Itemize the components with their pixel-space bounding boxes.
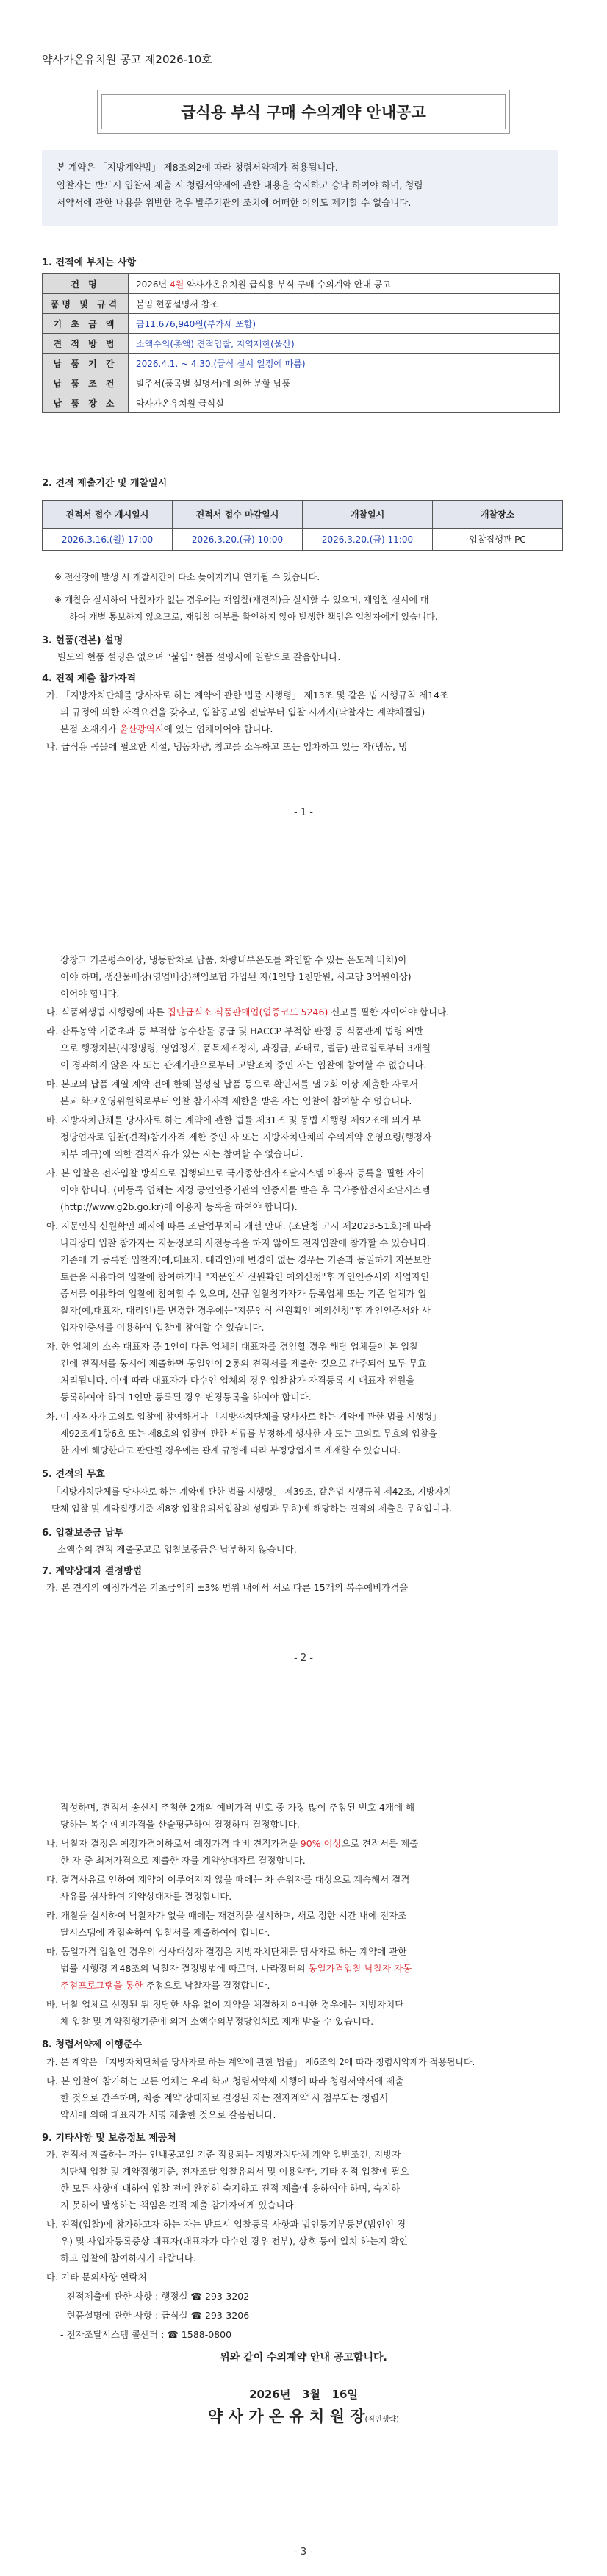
s4-cha-1: 차. 이 자격자가 고의로 입찰에 참여하거나 「지방자치단체를 당사자로 하는 계약에 관한 법률 시행령」 xyxy=(46,1412,442,1422)
info-row xyxy=(43,334,560,354)
info-value xyxy=(129,274,560,294)
s9-da-1: 다. 기타 문의사항 연락처 xyxy=(46,2272,147,2283)
s4-sa-3: (http://www.g2b.go.kr)에 이용자 등록을 하여야 합니다). xyxy=(60,1201,298,1212)
intro-line-3: 서약서에 관한 내용을 위반한 경우 발주기관의 조치에 어떠한 이의도 제기할 수 없습니다. xyxy=(57,197,412,208)
info-value-highlight: 금11,676,940원(부가세 포함) xyxy=(136,318,256,329)
contact-admin: - 견적제출에 관한 사항 : 행정실 ☎ 293-3202 xyxy=(60,2291,250,2302)
info-label: 건 명 xyxy=(43,274,129,294)
schedule-header-cell: 개찰장소 xyxy=(433,501,563,529)
s7-ma-2-pre: 법률 시행령 제48조의 낙찰자 결정방법에 따르며, 나라장터의 xyxy=(60,1963,309,1974)
s8-na-1: 나. 본 입찰에 참가하는 모든 업체는 우리 학교 청렴서약제 시행에 따라 청렴서약서에 제출 xyxy=(46,2075,404,2086)
s4-ga-3-post: 에 있는 업체이어야 합니다. xyxy=(163,723,273,734)
s4-ja-3: 처리됩니다. 이에 따라 대표자가 다수인 업체의 경우 입찰참가 자격등록 시 대표자 전원을 xyxy=(60,1375,415,1386)
info-table xyxy=(42,273,560,413)
closing-line: 위와 같이 수의계약 안내 공고합니다. xyxy=(220,2352,387,2364)
info-value-text: 발주서(품목별 설명서)에 의한 분할 납품 xyxy=(136,378,291,389)
signature-block xyxy=(0,2405,607,2427)
s4-na-1: 나. 급식용 곡물에 필요한 시설, 냉동차량, 창고를 소유하고 또는 임차하고 있는 자(냉동, 냉 xyxy=(46,741,408,752)
info-value-highlight: 2026.4.1. ~ 4.30. xyxy=(136,358,214,369)
s7-na-1 xyxy=(46,1836,418,1851)
s4-ra-2: 으로 행정처분(시정명령, 영업정지, 품목제조정지, 과징금, 과태료, 벌금) 판료일로부터 3개월 xyxy=(60,1042,431,1053)
s4-ra-1: 라. 잔류농약 기준초과 등 부적합 농수산물 공급 및 HACCP 부적합 판정 등 식품관계 법령 위반 xyxy=(46,1026,423,1037)
schedule-cell: 2026.3.16.(월) 17:00 xyxy=(43,529,173,551)
s4-da-1 xyxy=(46,1005,449,1020)
s5-line-1: 「지방자치단체를 당사자로 하는 계약에 관한 법률 시행령」 제39조, 같은법 시행규칙 제42조, 지방자치 xyxy=(51,1486,452,1497)
s6-text: 소액수의 견적 제출공고로 입찰보증금은 납부하지 않습니다. xyxy=(57,1544,297,1555)
s4-da-1-post: 신고를 필한 자이어야 합니다. xyxy=(328,1006,450,1017)
page-number-2: - 2 - xyxy=(294,1653,313,1664)
s4-sa-1: 사. 본 입찰은 전자입찰 방식으로 집행되므로 국가종합전자조달시스템 이용자 등록을 필한 자이 xyxy=(46,1167,425,1178)
signer-name: 약 사 가 온 유 치 원 장 xyxy=(208,2408,365,2425)
section-2-heading: 2. 견적 제출기간 및 개찰일시 xyxy=(42,478,168,489)
s4-ja-1: 자. 한 업체의 소속 대표자 중 1인이 다른 업체의 대표자를 겸임할 경우 해당 업체들이 본 입찰 xyxy=(46,1341,419,1352)
rate-highlight: 90% 이상 xyxy=(300,1838,342,1849)
info-value xyxy=(129,393,560,413)
s4-ah-2: 나라장터 입찰 참가자는 지문정보의 사전등록을 하지 않아도 전자입찰에 참가할 수 있습니다. xyxy=(60,1237,430,1248)
s7-ma-3-post: 추첨으로 낙찰자를 결정합니다. xyxy=(143,1980,270,1991)
title-box xyxy=(97,90,510,134)
info-row xyxy=(43,314,560,334)
info-value xyxy=(129,294,560,314)
s7-ga-3: 당하는 복수 예비가격을 산술평균하여 결정하며 결정합니다. xyxy=(60,1819,300,1830)
info-value-highlight: 4월 xyxy=(169,279,184,290)
s4-ga-3-pre: 본점 소재지가 xyxy=(60,723,120,734)
info-value-suffix: 약사가온유치원 급식용 부식 구매 수의계약 안내 공고 xyxy=(184,279,391,290)
s7-ga-1: 가. 본 견적의 예정가격은 기초금액의 ±3% 범위 내에서 서로 다른 15개의 복수예비가격을 xyxy=(46,1582,409,1593)
s8-na-3: 약서에 의해 대표자가 서명 제출한 것으로 갈음됩니다. xyxy=(60,2109,276,2120)
s9-na-1: 나. 견적(입찰)에 참가하고자 하는 자는 반드시 입찰등록 사항과 법인등기부등본(법인인 경 xyxy=(46,2219,406,2230)
s7-na-1-post: 으로 견적서를 제출 xyxy=(341,1838,419,1849)
s8-ga-1: 가. 본 계약은 「지방자치단체를 당사자로 하는 계약에 관한 법률」 제6조의 2에 따라 청렴서약제가 적용됩니다. xyxy=(46,2057,475,2067)
s8-na-2: 한 것으로 간주하며, 최종 계약 상대자로 결정된 자는 전자계약 시 첨부되는 청렴서 xyxy=(60,2092,389,2103)
section-7-heading: 7. 계약상대자 결정방법 xyxy=(42,1566,143,1577)
s9-na-3: 하고 입찰에 참여하시기 바랍니다. xyxy=(60,2253,196,2264)
page-number-3: - 3 - xyxy=(294,2547,313,2558)
section-1-heading: 1. 견적에 부치는 사항 xyxy=(42,257,137,268)
info-value-text: 2026년 xyxy=(136,279,170,290)
s7-ba-2: 체 입찰 및 계약집행기준에 의거 소액수의부정당업체로 제재 받을 수 있습니다. xyxy=(60,2016,374,2027)
info-value xyxy=(129,373,560,393)
s4-ja-4: 등록하여야 하며 1인만 등록된 경우 변경등록을 하여야 합니다. xyxy=(60,1392,312,1403)
info-row xyxy=(43,373,560,393)
info-label: 견 적 방 법 xyxy=(43,334,129,354)
info-row xyxy=(43,294,560,314)
s9-ga-2: 치단체 입찰 및 계약집행기준, 전자조달 입찰유의서 및 이용약관, 기타 견적 입찰에 필요 xyxy=(60,2166,409,2177)
section-5-heading: 5. 견적의 무효 xyxy=(42,1469,105,1480)
s4-ah-4: 토큰을 사용하여 입찰에 참여하거나 "지문인식 신원확인 예외신청"후 개인인증서와 사업자인 xyxy=(60,1271,430,1282)
s4-ja-2: 건에 견적서를 동시에 제출하면 동일인이 2통의 견적서를 제출한 것으로 간주되어 모두 무효 xyxy=(60,1358,427,1369)
schedule-cell: 2026.3.20.(금) 11:00 xyxy=(303,529,433,551)
info-value xyxy=(129,334,560,354)
s4-ah-3: 기존에 기 등록한 입찰자(예,대표자, 대리인)에 변경이 없는 경우는 기존과 동일하게 지문보안 xyxy=(60,1254,431,1265)
region-highlight: 울산광역시 xyxy=(119,723,164,734)
page-title: 급식용 부식 구매 수의계약 안내공고 xyxy=(181,104,426,121)
page-number-1: - 1 - xyxy=(294,807,313,818)
info-row xyxy=(43,274,560,294)
s7-na-2: 한 자 중 최저가격으로 제출한 자를 계약상대자로 결정합니다. xyxy=(60,1855,306,1866)
s4-cha-2: 제92조제1항6호 또는 제8호의 입찰에 관한 서류를 부정하게 행사한 자 또는 고의로 무효의 입찰을 xyxy=(60,1428,437,1439)
contact-callcenter: - 전자조달시스템 콜센터 : ☎ 1588-0800 xyxy=(60,2329,232,2340)
s9-ga-4: 지 못하여 발생하는 책임은 견적 제출 참가자에게 있습니다. xyxy=(60,2200,297,2211)
s7-ga-2: 작성하며, 견적서 송신시 추첨한 2개의 예비가격 번호 중 가장 많이 추첨된 번호 4개에 해 xyxy=(60,1802,415,1813)
s4-ah-7: 업자인증서를 이용하여 입찰에 참여할 수 있습니다. xyxy=(60,1322,265,1333)
closing-date: 2026년 3월 16일 xyxy=(249,2388,358,2401)
note-1: ※ 전산장애 발생 시 개찰시간이 다소 늦어지거나 연기될 수 있습니다. xyxy=(54,572,320,582)
s9-na-2: 우) 및 사업자등록증상 대표자(대표자가 다수인 경우 전부), 상호 등이 일치 하는지 확인 xyxy=(60,2236,408,2247)
info-value xyxy=(129,354,560,373)
note-2b: 하여 개별 통보하지 않으므로, 재입찰 여부를 확인하지 않아 발생한 책임은 입찰자에게 있습니다. xyxy=(69,612,438,622)
s7-ra-1: 라. 개찰을 실시하여 낙찰자가 없을 때에는 재견적을 실시하며, 새로 정한 시간 내에 전자조 xyxy=(46,1910,407,1921)
s4-da-1-pre: 다. 식품위생법 시행령에 따른 xyxy=(46,1006,168,1017)
intro-box xyxy=(42,150,558,226)
info-row xyxy=(43,393,560,413)
info-label: 납 품 장 소 xyxy=(43,393,129,413)
schedule-header-row xyxy=(43,501,563,529)
s4-na-3: 어야 하며, 생산물배상(영업배상)책임보험 가입된 자(1인당 1천만원, 사고당 3억원이상) xyxy=(60,971,412,982)
schedule-cell: 2026.3.20.(금) 10:00 xyxy=(173,529,303,551)
lottery-highlight: 동일가격입찰 낙찰자 자동 xyxy=(308,1963,412,1974)
business-code-highlight: 집단급식소 식품판매업(업종코드 5246) xyxy=(167,1006,328,1017)
s7-da-1: 다. 결격사유로 인하여 계약이 이루어지지 않을 때에는 차 순위자를 대상으로 계속해서 결격 xyxy=(46,1874,410,1885)
seal-omitted: (직인생략) xyxy=(364,2416,399,2424)
info-label: 기 초 금 액 xyxy=(43,314,129,334)
section-3-heading: 3. 현품(견본) 설명 xyxy=(42,635,123,646)
info-value-text: 붙임 현품설명서 참조 xyxy=(136,298,218,310)
info-row xyxy=(43,354,560,373)
s4-ma-1: 마. 본교의 납품 계열 계약 건에 한해 불성실 납품 등으로 확인서를 낼 2회 이상 제출한 자로서 xyxy=(46,1078,419,1090)
section-6-heading: 6. 입찰보증금 납부 xyxy=(42,1528,123,1539)
s7-ba-1: 바. 낙찰 업체로 선정된 뒤 정당한 사유 없이 계약을 체결하지 아니한 경우에는 지방자치단 xyxy=(46,1999,404,2010)
info-label: 납 품 조 건 xyxy=(43,373,129,393)
s4-ga-1: 가. 「지방자치단체를 당사자로 하는 계약에 관한 법률 시행령」 제13조 및 같은 법 시행규칙 제14조 xyxy=(46,690,449,701)
s7-da-2: 사유를 심사하여 계약상대자를 결정합니다. xyxy=(60,1891,232,1902)
schedule-header-cell: 개찰일시 xyxy=(303,501,433,529)
section-8-heading: 8. 청렴서약제 이행준수 xyxy=(42,2039,143,2050)
intro-line-1: 본 계약은 「지방계약법」 제8조의2에 따라 청렴서약제가 적용됩니다. xyxy=(57,162,338,173)
info-value xyxy=(129,314,560,334)
note-2a: ※ 개찰을 실시하여 낙찰자가 없는 경우에는 재입찰(재견적)을 실시할 수 있으며, 재입찰 실시에 대 xyxy=(54,595,429,605)
schedule-header-cell: 견적서 접수 개시일시 xyxy=(43,501,173,529)
s4-ba-3: 치부 예규)에 의한 결격사유가 있는 자는 참여할 수 없습니다. xyxy=(60,1148,304,1159)
s4-ma-2: 본교 학교운영위원회로부터 입찰 참가자격 제한을 받은 자는 입찰에 참여할 수 없습니다. xyxy=(60,1095,412,1106)
s4-ba-2: 정당업자로 입찰(견적)참가자격 제한 중인 자 또는 지방자치단체의 수의계약 운영요령(행정자 xyxy=(60,1131,432,1142)
info-label: 납 품 기 간 xyxy=(43,354,129,373)
notice-number: 약사가온유치원 공고 제2026-10호 xyxy=(42,53,212,66)
s4-sa-2: 어야 합니다. (미등록 업체는 지정 공인인증기관의 인증서를 받은 후 국가종합전자조달시스템 xyxy=(60,1184,431,1195)
section-9-heading: 9. 기타사항 및 보충정보 제공처 xyxy=(42,2133,176,2144)
s4-ah-5: 증서를 이용하여 입찰에 참여할 수 있으며, 신규 입찰참가자가 등록업체 또는 기존 업체가 입 xyxy=(60,1288,427,1299)
lottery-highlight-2: 추첨프로그램을 통한 xyxy=(60,1980,143,1991)
section-3-text: 별도의 현품 설명은 없으며 "붙임" 현품 설명서에 열람으로 갈음합니다. xyxy=(57,651,341,662)
schedule-header-cell: 견적서 접수 마감일시 xyxy=(173,501,303,529)
s7-na-1-pre: 나. 낙찰자 결정은 예정가격이하로서 예정가격 대비 견적가격을 xyxy=(46,1838,301,1849)
s4-ga-3 xyxy=(60,722,273,737)
s4-ra-3: 이 경과하지 않은 자 또는 관계기관으로부터 고발조치 중인 자는 입찰에 참여할 수 없습니다. xyxy=(60,1059,427,1070)
s5-line-2: 단체 입찰 및 계약집행기준 제8장 입찰유의서입찰의 성립과 무효)에 해당하는 견적의 제출은 무효입니다. xyxy=(51,1503,452,1514)
s4-ba-1: 바. 지방자치단체를 당사자로 하는 계약에 관한 법률 제31조 및 동법 시행령 제92조에 의거 부 xyxy=(46,1115,422,1126)
s4-ah-6: 찰자(예,대표자, 대리인)를 변경한 경우에는"지문인식 신원확인 예외신청"후 개인인증서와 사 xyxy=(60,1305,431,1316)
section-4-heading: 4. 견적 제출 참가자격 xyxy=(42,673,137,684)
schedule-cell: 입찰집행관 PC xyxy=(433,529,563,551)
s4-ga-2: 의 규정에 의한 자격요건을 갖추고, 입찰공고일 전날부터 입찰 시까지(낙찰자는 계약체결일) xyxy=(60,706,425,718)
info-label: 품명 및 규격 xyxy=(43,294,129,314)
s7-ma-1: 마. 동일가격 입찰인 경우의 심사대상자 결정은 지방자치단체를 당사자로 하는 계약에 관한 xyxy=(46,1946,407,1957)
s4-cha-3: 한 자에 해당한다고 판단될 경우에는 관계 규정에 따라 부정당업자로 제재할 수 있습니다. xyxy=(60,1445,401,1456)
s4-ah-1: 아. 지문인식 신원확인 폐지에 따른 조달업무처리 개선 안내. (조달청 고시 제2023-51호)에 따라 xyxy=(46,1220,432,1231)
s9-ga-1: 가. 견적서 제출하는 자는 안내공고일 기준 적용되는 지방자치단체 계약 일반조건, 지방자 xyxy=(46,2149,401,2160)
info-value-highlight: 소액수의(총액) 견적입찰, 지역제한(울산) xyxy=(136,338,295,349)
contact-kitchen: - 현품설명에 관한 사항 : 급식실 ☎ 293-3206 xyxy=(60,2310,250,2321)
info-value-text: 약사가온유치원 급식실 xyxy=(136,398,224,409)
schedule-row xyxy=(43,529,563,551)
info-value-suffix: (급식 실시 일정에 따름) xyxy=(213,358,306,369)
s7-ma-3 xyxy=(60,1978,270,1993)
s9-ga-3: 한 모든 사항에 대하여 입찰 전에 완전히 숙지하고 견적 제출에 응하여야 하며, 숙지하 xyxy=(60,2183,401,2194)
s7-ma-2 xyxy=(60,1961,412,1976)
s7-ra-2: 달시스템에 재접속하여 입찰서를 제출하여야 합니다. xyxy=(60,1927,270,1938)
schedule-table xyxy=(42,500,563,551)
s4-na-4: 이어야 합니다. xyxy=(60,988,120,999)
s4-na-2: 장창고 기본평수이상, 냉동탑차로 납품, 차량내부온도를 확인할 수 있는 온도계 비치)이 xyxy=(60,954,407,965)
intro-line-2: 입찰자는 반드시 입찰서 제출 시 청렴서약제에 관한 내용을 숙지하고 승낙 하여야 하며, 청렴 xyxy=(57,179,423,190)
